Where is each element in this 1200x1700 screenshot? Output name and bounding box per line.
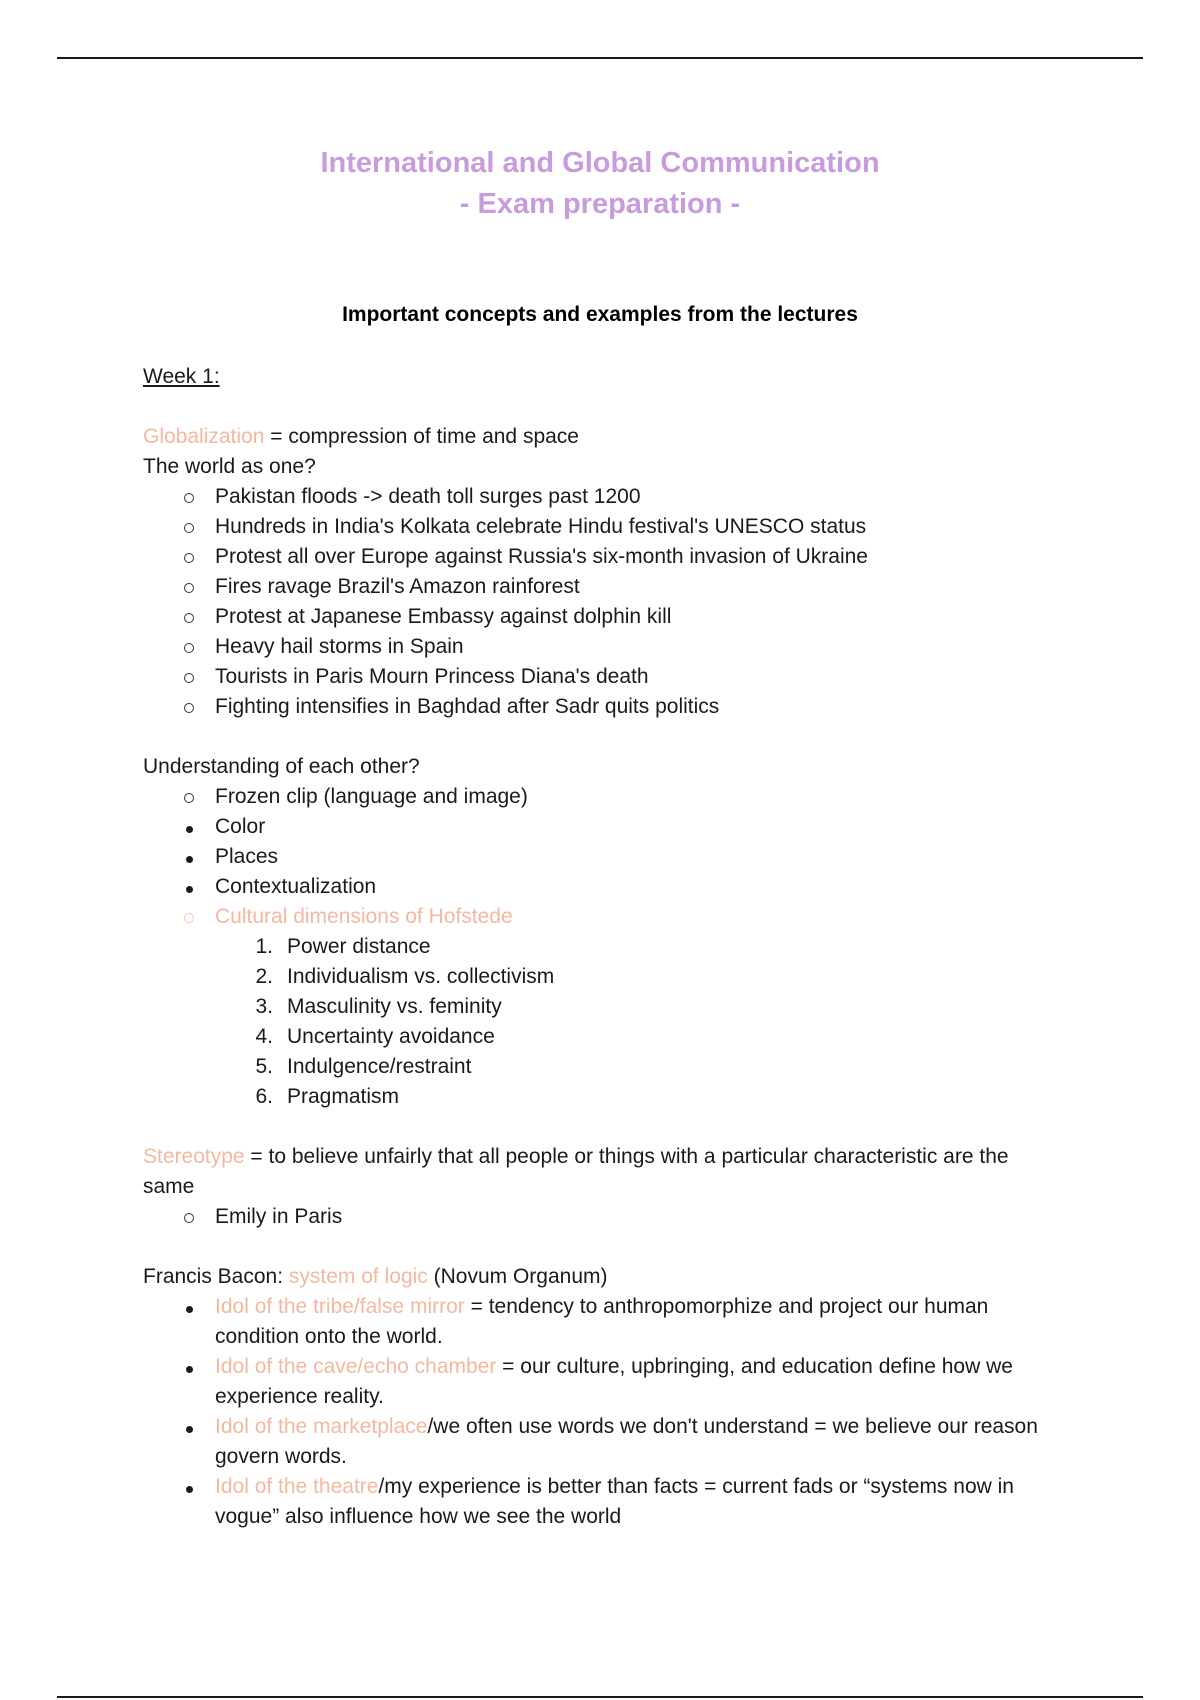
stereotype-term: Stereotype <box>143 1145 245 1168</box>
circle-bullet-icon <box>184 1213 194 1223</box>
list-item: Contextualization <box>143 872 1063 902</box>
list-item: Places <box>143 842 1063 872</box>
circle-bullet-icon <box>184 493 194 503</box>
understanding-question: Understanding of each other? <box>143 755 420 778</box>
week-heading: Week 1: <box>143 365 220 388</box>
circle-bullet-icon <box>184 553 194 563</box>
disc-bullet-icon <box>186 826 193 833</box>
circle-bullet-icon <box>184 613 194 623</box>
circle-bullet-icon <box>184 913 194 923</box>
document-title: International and Global Communication <box>320 147 880 179</box>
document-body <box>143 362 1063 1532</box>
idols-list <box>143 1292 1063 1532</box>
bacon-heading: Francis Bacon: system of logic (Novum Organum) <box>143 1265 608 1288</box>
hofstede-label: Cultural dimensions of Hofstede <box>215 905 513 928</box>
list-item: Color <box>143 812 1063 842</box>
list-item: Idol of the cave/echo chamber = our culture, upbringing, and education define how we experience reality. <box>143 1352 1063 1412</box>
list-item: Heavy hail storms in Spain <box>143 632 1063 662</box>
disc-bullet-icon <box>186 1426 193 1433</box>
bottom-rule <box>57 1696 1143 1698</box>
bacon-term: system of logic <box>288 1265 428 1288</box>
circle-bullet-icon <box>184 583 194 593</box>
circle-bullet-icon <box>184 673 194 683</box>
list-item: Fighting intensifies in Baghdad after Sadr quits politics <box>143 692 1063 722</box>
list-item: 6. Pragmatism <box>255 1085 400 1108</box>
list-item: Protest at Japanese Embassy against dolphin kill <box>143 602 1063 632</box>
list-item: 4. Uncertainty avoidance <box>255 1025 495 1048</box>
list-item: Hundreds in India's Kolkata celebrate Hindu festival's UNESCO status <box>143 512 1063 542</box>
disc-bullet-icon <box>186 886 193 893</box>
hofstede-dimensions-list <box>143 932 1063 1112</box>
list-item: Idol of the theatre/my experience is better than facts = current fads or “systems now in vogue” also influence how we see the world <box>143 1472 1063 1532</box>
stereotype-text: = to believe unfairly that all people or things with a particular characteristic are the same <box>143 1145 1009 1198</box>
circle-bullet-icon <box>184 523 194 533</box>
stereotype-definition <box>143 1142 1063 1202</box>
top-rule <box>57 57 1143 59</box>
list-item: 3. Masculinity vs. feminity <box>255 995 502 1018</box>
disc-bullet-icon <box>186 1486 193 1493</box>
world-question: The world as one? <box>143 455 316 478</box>
list-item: Idol of the tribe/false mirror = tendency to anthropomorphize and project our human condition onto the world. <box>143 1292 1063 1352</box>
list-item: Fires ravage Brazil's Amazon rainforest <box>143 572 1063 602</box>
globalization-term: Globalization <box>143 425 265 448</box>
list-item: Frozen clip (language and image) <box>143 782 1063 812</box>
stereotype-examples <box>143 1202 1063 1232</box>
globalization-text: = compression of time and space <box>264 425 579 448</box>
list-item: Protest all over Europe against Russia's six-month invasion of Ukraine <box>143 542 1063 572</box>
list-item <box>143 902 1063 932</box>
disc-bullet-icon <box>186 1306 193 1313</box>
understanding-list <box>143 782 1063 932</box>
document-subtitle-line: - Exam preparation - <box>459 188 741 220</box>
list-item: Emily in Paris <box>143 1202 1063 1232</box>
section-heading: Important concepts and examples from the lectures <box>342 303 858 326</box>
disc-bullet-icon <box>186 856 193 863</box>
disc-bullet-icon <box>186 1366 193 1373</box>
list-item: Idol of the marketplace/we often use words we don't understand = we believe our reason govern words. <box>143 1412 1063 1472</box>
list-item: 1. Power distance <box>255 935 431 958</box>
list-item: 2. Individualism vs. collectivism <box>255 965 555 988</box>
globalization-definition <box>143 422 1063 452</box>
list-item: Tourists in Paris Mourn Princess Diana's death <box>143 662 1063 692</box>
list-item: 5. Indulgence/restraint <box>255 1055 472 1078</box>
circle-bullet-icon <box>184 703 194 713</box>
circle-bullet-icon <box>184 643 194 653</box>
list-item: Pakistan floods -> death toll surges past 1200 <box>143 482 1063 512</box>
news-list <box>143 482 1063 722</box>
circle-bullet-icon <box>184 793 194 803</box>
